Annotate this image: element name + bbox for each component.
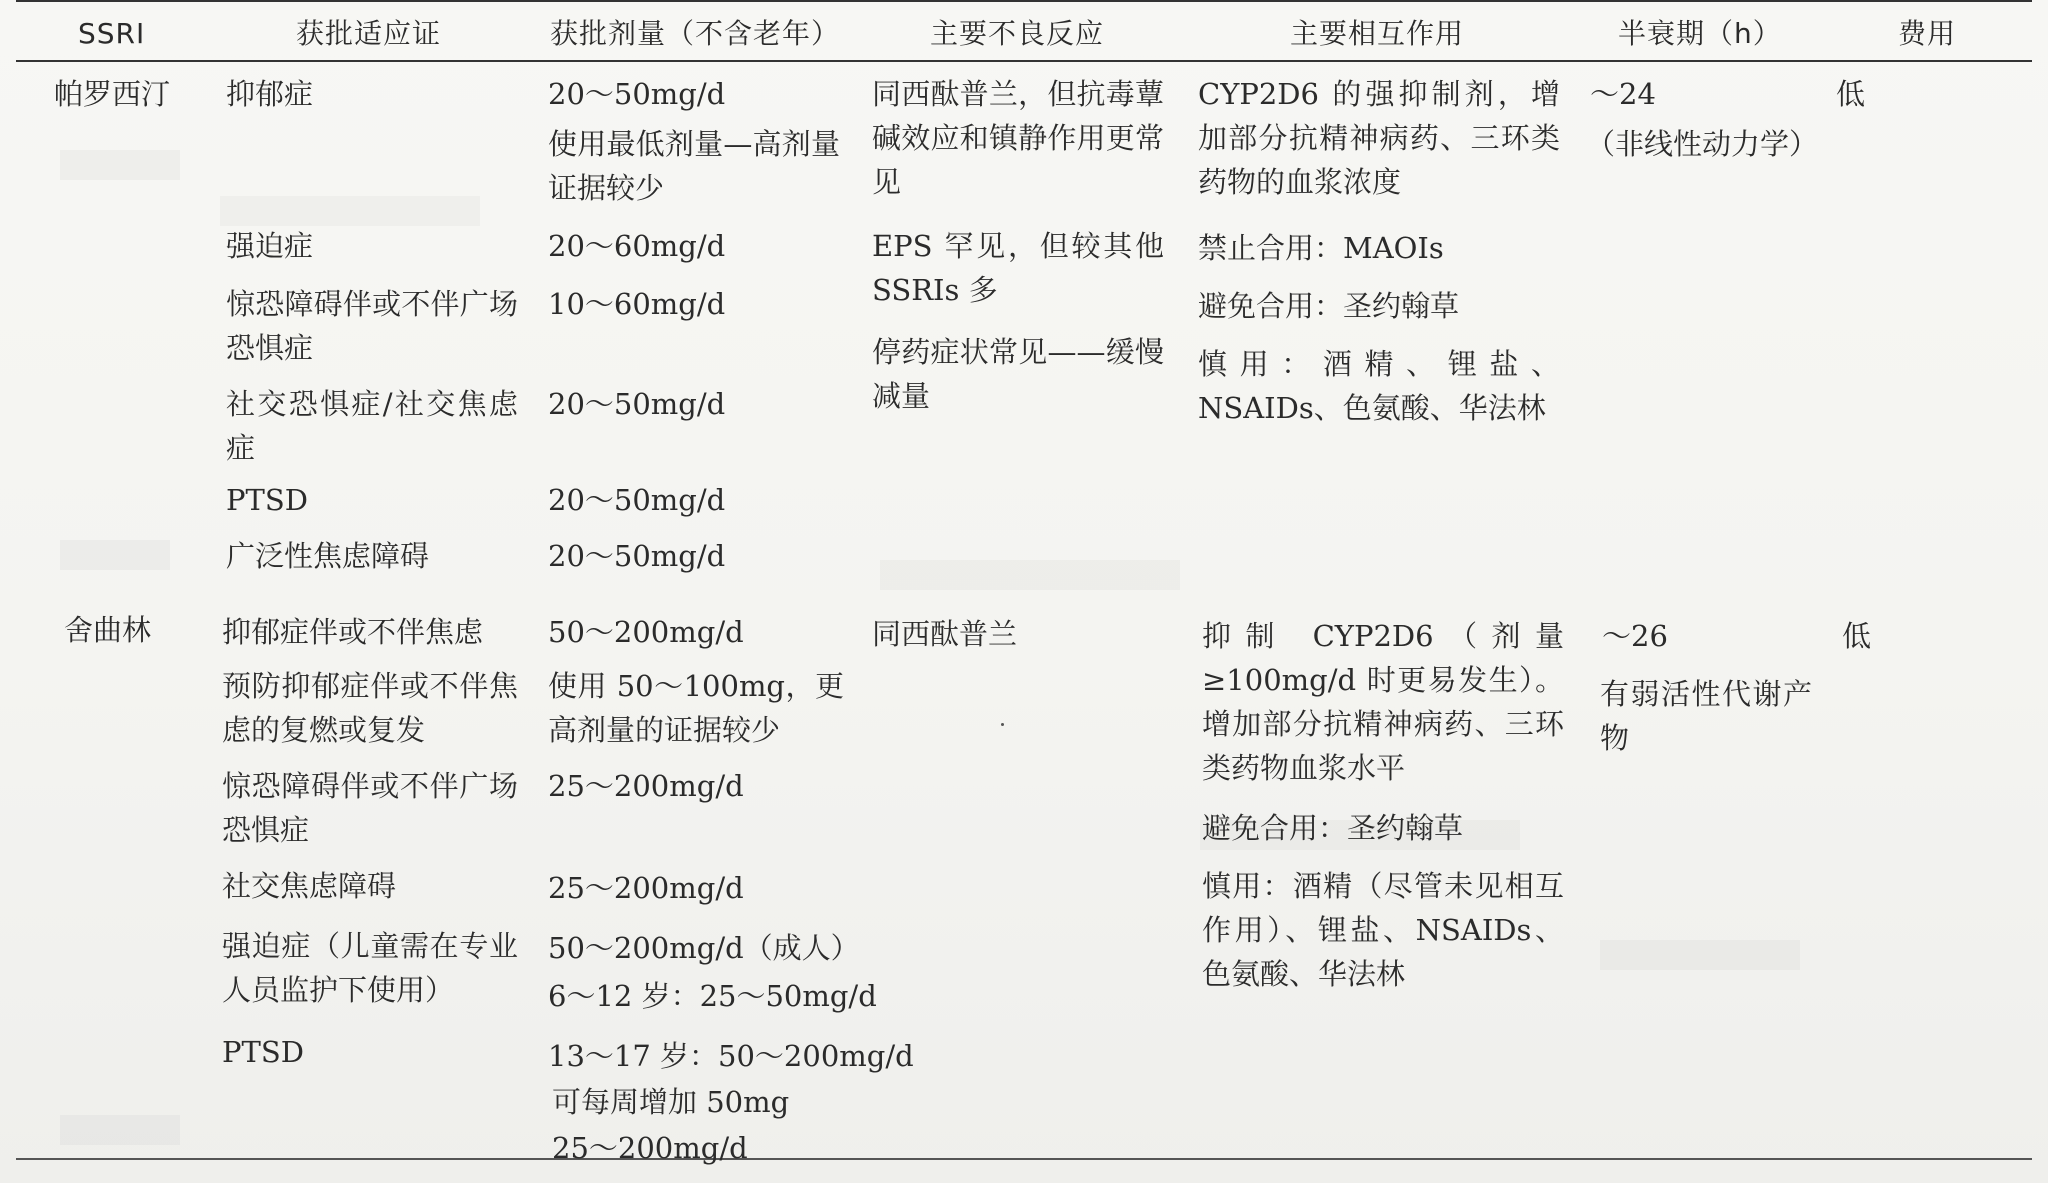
indication-item: 抑郁症 [226,77,314,111]
indication-item: 社交恐惧症/社交焦虑症 [226,387,518,465]
dose-item: 10～60mg/d [548,287,726,321]
dose-item: 使用 50～100mg，更高剂量的证据较少 [548,669,844,747]
indication-item: 惊恐障碍伴或不伴广场恐惧症 [222,769,518,847]
bleed-through-mark [1600,940,1800,970]
dose-item: 50～200mg/d（成人） [548,931,860,965]
indication-item: 惊恐障碍伴或不伴广场恐惧症 [226,287,518,365]
cost-value: 低 [1842,619,1872,653]
dose-item: 使用最低剂量—高剂量证据较少 [548,127,840,205]
bleed-through-mark [220,196,480,226]
indication-item: 预防抑郁症伴或不伴焦虑的复燃或复发 [222,669,518,747]
indication-item: PTSD [222,1035,304,1069]
interaction-item: 禁止合用：MAOIs [1198,231,1444,265]
header-cost: 费用 [1898,17,1957,50]
bleed-through-mark [880,560,1180,590]
dose-item: 13～17 岁：50～200mg/d [548,1039,914,1073]
dose-item: 20～60mg/d [548,229,726,263]
interaction-item: 避免合用：圣约翰草 [1198,289,1460,323]
dose-item: 20～50mg/d [548,483,726,517]
bleed-through-mark [60,540,170,570]
dose-item: 20～50mg/d [548,539,726,573]
indication-item: 抑郁症伴或不伴焦虑 [222,615,484,649]
header-dose: 获批剂量（不含老年） [550,17,841,50]
header-halflife: 半衰期（h） [1618,17,1782,50]
dose-item: 20～50mg/d [548,387,726,421]
dose-item: 6～12 岁：25～50mg/d [548,979,877,1013]
drug-name-sertraline: 舍曲林 [64,613,152,647]
dose-item: 25～200mg/d [548,769,744,803]
interaction-item: CYP2D6 的强抑制剂，增加部分抗精神病药、三环类药物的血浆浓度 [1198,77,1560,199]
indication-item: 强迫症（儿童需在专业人员监护下使用） [222,929,518,1007]
halflife-value: ～26 [1602,619,1668,653]
drug-name-paroxetine: 帕罗西汀 [54,77,171,111]
bleed-through-mark [60,150,180,180]
dose-item: 50～200mg/d [548,615,744,649]
header-indication: 获批适应证 [296,17,442,50]
table-header-rule [16,60,2032,62]
header-adverse: 主要不良反应 [930,17,1105,50]
interaction-item: 慎用：酒精（尽管未见相互作用）、锂盐、NSAIDs、色氨酸、华法林 [1202,869,1564,991]
indication-item: 社交焦虑障碍 [222,869,397,903]
header-interaction: 主要相互作用 [1290,17,1465,50]
table-top-rule [16,0,2032,2]
interaction-item: 慎用：酒精、锂盐、NSAIDs、色氨酸、华法林 [1198,347,1560,425]
dose-item: 25～200mg/d [548,871,744,905]
interaction-item: 避免合用：圣约翰草 [1202,811,1464,845]
cost-value: 低 [1836,77,1866,111]
indication-item: PTSD [226,483,308,517]
adverse-item: 停药症状常见——缓慢减量 [872,335,1164,413]
header-ssri: SSRI [78,17,146,50]
ink-speck [1001,723,1004,726]
halflife-note: （非线性动力学） [1586,127,1819,161]
adverse-item: EPS 罕见，但较其他 SSRIs 多 [872,229,1164,307]
halflife-note: 有弱活性代谢产物 [1600,677,1812,755]
halflife-value: ～24 [1590,77,1656,111]
adverse-item: 同西酞普兰 [872,617,1018,651]
interaction-item: 抑制 CYP2D6（剂量≥100mg/d 时更易发生）。增加部分抗精神病药、三环类药物血浆水平 [1202,619,1564,785]
dose-item: 25～200mg/d [552,1131,748,1165]
indication-item: 广泛性焦虑障碍 [226,539,430,573]
dose-item: 可每周增加 50mg [552,1085,790,1119]
table-bottom-rule [16,1158,2032,1160]
bleed-through-mark [60,1115,180,1145]
indication-item: 强迫症 [226,229,314,263]
dose-item: 20～50mg/d [548,77,726,111]
adverse-item: 同西酞普兰，但抗毒蕈碱效应和镇静作用更常见 [872,77,1164,199]
